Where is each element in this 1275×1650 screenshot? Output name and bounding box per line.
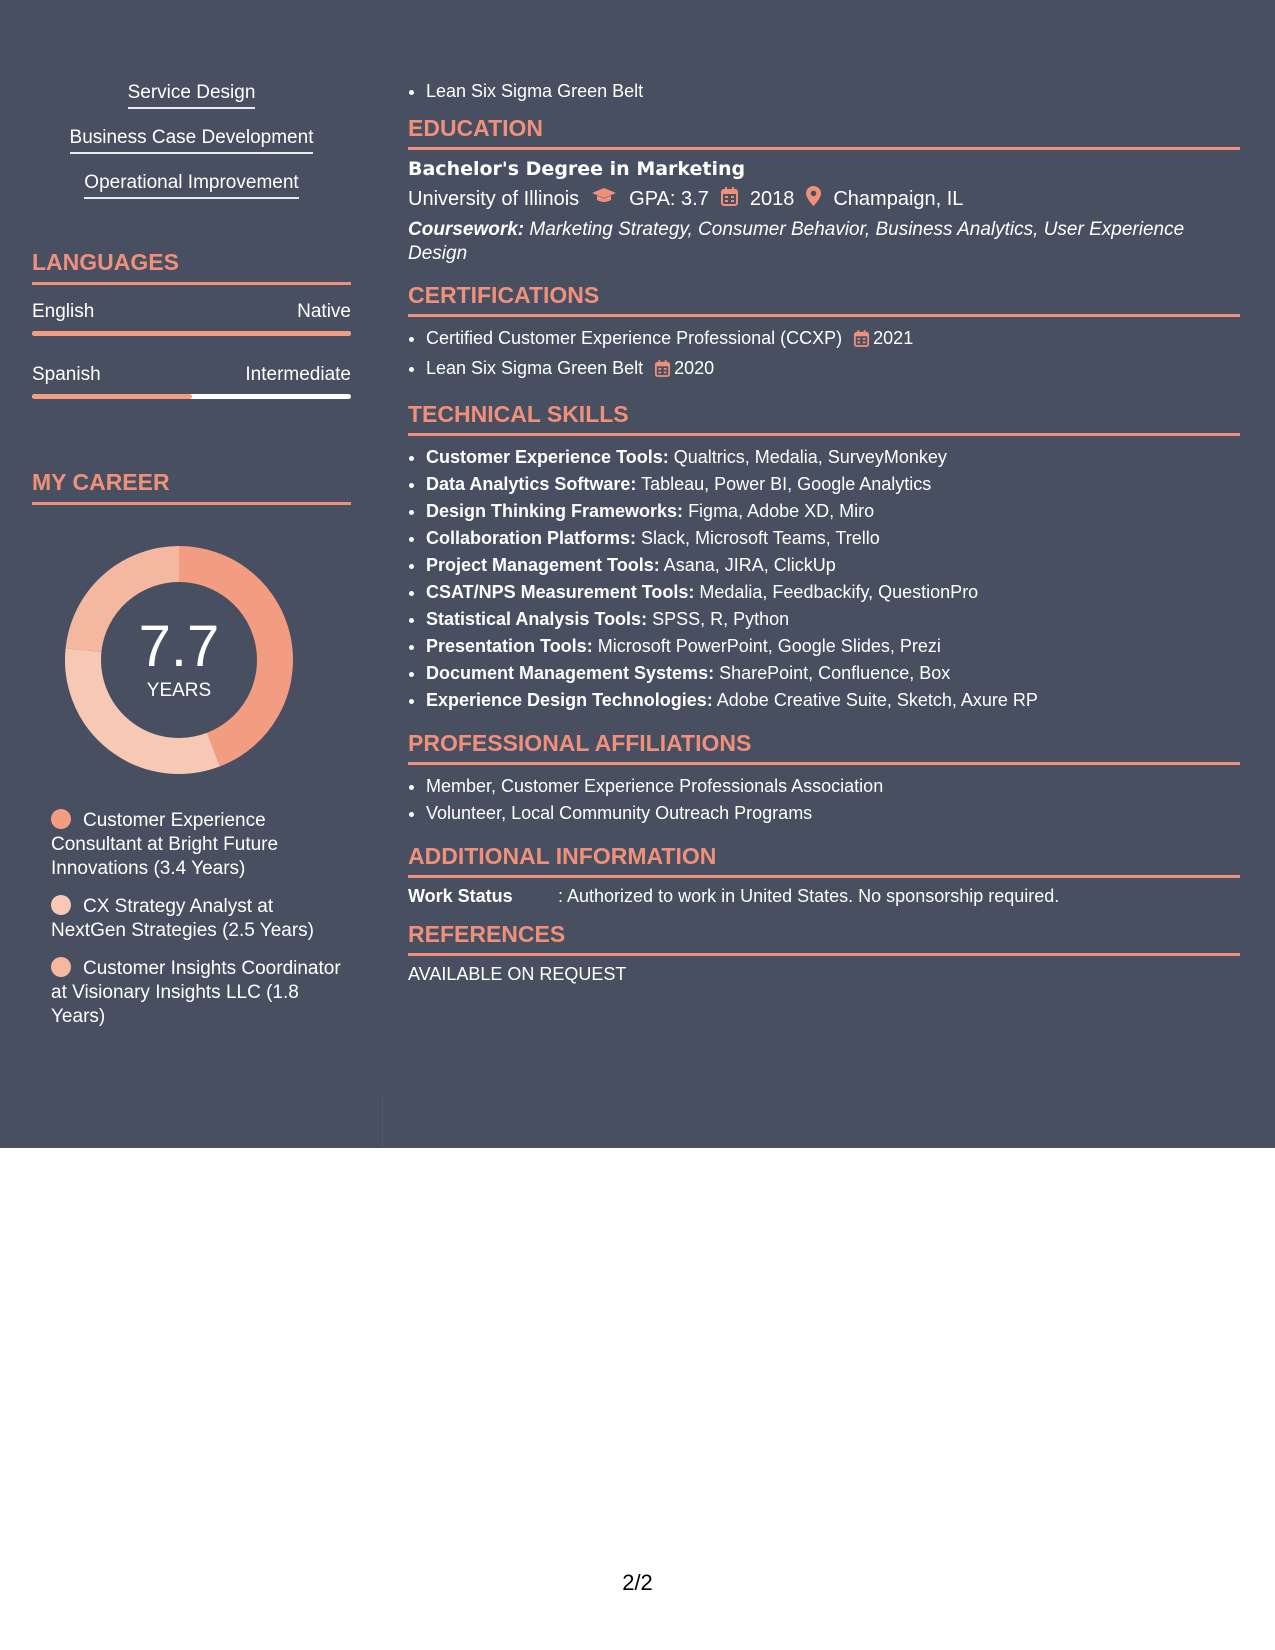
education-details — [408, 186, 1240, 212]
language-proficiency-fill — [32, 394, 192, 399]
skill-item: • Data Analytics Software: Tableau, Power BI, Google Analytics — [426, 471, 1240, 498]
strength-item: Business Case Development — [32, 127, 351, 152]
calendar-icon — [721, 187, 738, 212]
references-heading: REFERENCES — [408, 921, 1240, 956]
skill-item: • Collaboration Platforms: Slack, Microsoft Teams, Trello — [426, 525, 1240, 552]
technical-skills-list — [408, 444, 1240, 714]
affiliation-item: • Volunteer, Local Community Outreach Programs — [426, 800, 1240, 827]
affiliations-list — [408, 773, 1240, 827]
language-level: Native — [297, 301, 351, 322]
skill-item: • CSAT/NPS Measurement Tools: Medalia, Feedbackify, QuestionPro — [426, 579, 1240, 606]
language-spanish — [32, 364, 351, 399]
skill-item: • Project Management Tools: Asana, JIRA, ClickUp — [426, 552, 1240, 579]
language-level: Intermediate — [245, 364, 351, 385]
career-legend — [32, 809, 351, 1029]
career-legend-item: Customer Insights Coordinator at Visionary Insights LLC (1.8 Years) — [51, 958, 341, 1027]
donut-center — [64, 545, 294, 775]
technical-skills-heading: TECHNICAL SKILLS — [408, 401, 1240, 436]
legend-dot — [51, 809, 71, 829]
location-pin-icon — [806, 186, 821, 212]
language-proficiency-bar — [32, 331, 351, 336]
language-name: Spanish — [32, 364, 101, 385]
gpa: GPA: 3.7 — [629, 187, 709, 210]
additional-info-heading: ADDITIONAL INFORMATION — [408, 843, 1240, 878]
language-name: English — [32, 301, 95, 322]
work-status-label: Work Status — [408, 886, 513, 906]
skill-item: • Statistical Analysis Tools: SPSS, R, Python — [426, 606, 1240, 633]
skill-item: • Experience Design Technologies: Adobe Creative Suite, Sketch, Axure RP — [426, 687, 1240, 714]
skill-item: • Document Management Systems: SharePoint, Confluence, Box — [426, 660, 1240, 687]
career-legend-item: Customer Experience Consultant at Bright Future Innovations (3.4 Years) — [51, 810, 279, 879]
certification-item: • Lean Six Sigma Green Belt 2020 — [426, 355, 1240, 385]
education-heading: EDUCATION — [408, 115, 1240, 150]
career-donut-chart — [64, 545, 294, 775]
carry-over-list — [408, 78, 1240, 105]
skill-item: • Customer Experience Tools: Qualtrics, Medalia, SurveyMonkey — [426, 444, 1240, 471]
affiliation-item: • Member, Customer Experience Professionals Association — [426, 773, 1240, 800]
certifications-list — [408, 325, 1240, 385]
certifications-heading: CERTIFICATIONS — [408, 282, 1240, 317]
certification-item: • Certified Customer Experience Professional (CCXP) 2021 — [426, 325, 1240, 355]
column-divider — [382, 1095, 383, 1148]
work-status-value: : Authorized to work in United States. No sponsorship required. — [558, 886, 1060, 906]
graduation-year: 2018 — [749, 187, 795, 210]
coursework: Coursework: Marketing Strategy, Consumer Behavior, Business Analytics, User Experience Design — [408, 219, 1185, 264]
calendar-icon — [655, 358, 670, 385]
skill-item: • Design Thinking Frameworks: Figma, Adobe XD, Miro — [426, 498, 1240, 525]
language-proficiency-fill — [32, 331, 351, 336]
career-total-years: 7.7 — [138, 614, 220, 679]
right-column — [408, 78, 1240, 985]
work-status — [408, 886, 1240, 907]
skill-item: • Presentation Tools: Microsoft PowerPoint, Google Slides, Prezi — [426, 633, 1240, 660]
strength-item: Service Design — [32, 82, 351, 107]
left-column — [32, 82, 351, 1043]
career-heading: MY CAREER — [32, 469, 351, 505]
school-name: University of Illinois — [408, 187, 580, 210]
languages-heading: LANGUAGES — [32, 249, 351, 285]
references-text: AVAILABLE ON REQUEST — [408, 964, 627, 984]
legend-dot — [51, 957, 71, 977]
career-total-unit: YEARS — [146, 680, 212, 701]
career-legend-item: CX Strategy Analyst at NextGen Strategies (2.5 Years) — [51, 896, 314, 941]
degree-title: Bachelor's Degree in Marketing — [408, 158, 746, 180]
legend-dot — [51, 895, 71, 915]
affiliations-heading: PROFESSIONAL AFFILIATIONS — [408, 730, 1240, 765]
school-location: Champaign, IL — [833, 187, 964, 210]
calendar-icon — [854, 328, 869, 355]
language-proficiency-bar — [32, 394, 351, 399]
page-number: 2/2 — [622, 1570, 653, 1595]
strength-item: Operational Improvement — [32, 172, 351, 197]
graduation-cap-icon — [591, 187, 617, 211]
list-item: • Lean Six Sigma Green Belt — [426, 78, 1240, 105]
language-english — [32, 301, 351, 336]
